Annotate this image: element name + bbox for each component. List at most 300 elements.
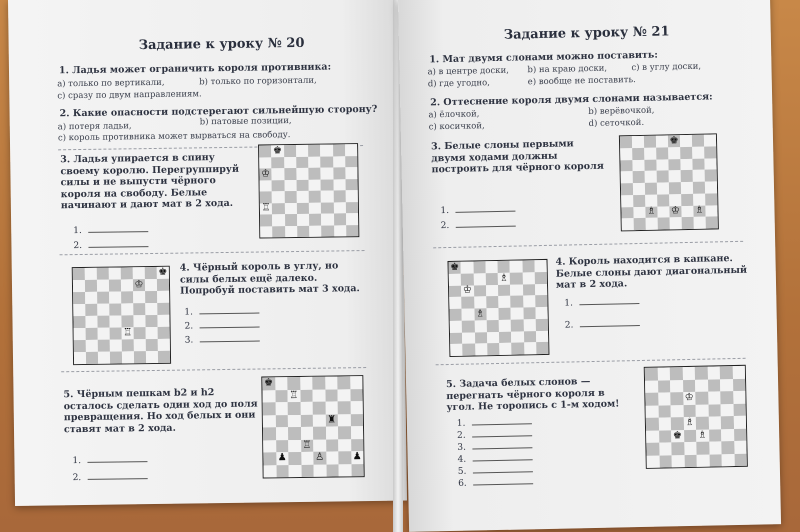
l-q4-answer-3: 3. bbox=[185, 333, 260, 346]
board-square-a2 bbox=[74, 340, 86, 352]
board-square-d3 bbox=[110, 327, 122, 339]
board-square-f5 bbox=[133, 303, 145, 315]
board-square-d4 bbox=[300, 427, 313, 440]
board-square-b6 bbox=[632, 159, 644, 171]
board-square-g6 bbox=[338, 401, 351, 414]
chess-piece-pawn-black: ♟ bbox=[277, 452, 287, 464]
board-square-a4 bbox=[621, 183, 633, 195]
board-square-c8 bbox=[670, 367, 683, 380]
board-square-g2 bbox=[523, 331, 535, 343]
board-square-f7 bbox=[325, 389, 338, 402]
board-square-b4 bbox=[275, 427, 288, 440]
board-square-a6 bbox=[263, 402, 276, 415]
board-square-b1 bbox=[276, 465, 289, 478]
board-square-e5 bbox=[309, 179, 321, 191]
board-square-d8 bbox=[656, 135, 668, 147]
board-square-d5 bbox=[683, 404, 696, 417]
board-square-a4 bbox=[449, 309, 461, 321]
board-square-g8 bbox=[145, 267, 157, 279]
board-square-a8 bbox=[73, 268, 85, 280]
board-square-a4 bbox=[260, 191, 272, 203]
board-square-g5 bbox=[145, 303, 157, 315]
board-square-b4 bbox=[462, 308, 474, 320]
board-square-e8 bbox=[668, 135, 680, 147]
chess-piece-rook-white: ♖ bbox=[302, 439, 312, 451]
board-square-a3 bbox=[263, 440, 276, 453]
l-q3-text: 3. Ладья упирается в спину своему королю. Перегруппируй силы и не выпусти чёрного короля на свободу. Белые начинают и дают мат в 2 хода. bbox=[60, 152, 240, 212]
board-square-e7 bbox=[498, 272, 510, 284]
board-square-a5 bbox=[263, 415, 276, 428]
board-square-f4 bbox=[321, 190, 333, 202]
board-square-h4 bbox=[733, 416, 746, 429]
board-square-f2 bbox=[326, 451, 339, 464]
board-square-f6 bbox=[708, 391, 721, 404]
board-square-f8 bbox=[510, 260, 522, 272]
l-q1-opt-a: а) только по вертикали, bbox=[57, 77, 165, 90]
board-square-d7 bbox=[109, 279, 121, 291]
board-square-b2 bbox=[86, 340, 98, 352]
board-square-h3 bbox=[705, 193, 717, 205]
board-square-a8 bbox=[259, 145, 271, 157]
board-square-b5 bbox=[275, 415, 288, 428]
board-square-h8 bbox=[345, 144, 357, 156]
r-q1-opt-b: b) на краю доски, bbox=[527, 63, 608, 76]
board-square-h3 bbox=[535, 319, 547, 331]
board-square-c2 bbox=[98, 340, 110, 352]
l-q5-text: 5. Чёрным пешкам b2 и h2 осталось сделать один ход до поля превращения. Но ход белых и они ставят мат в 2 хода. bbox=[63, 387, 258, 435]
board-square-f1 bbox=[682, 217, 694, 229]
board-square-e7 bbox=[308, 156, 320, 168]
board-square-c3 bbox=[671, 430, 684, 443]
chess-piece-rook-white: ♖ bbox=[289, 389, 299, 401]
board-square-g1 bbox=[722, 454, 735, 467]
board-square-d2 bbox=[487, 331, 499, 343]
board-square-g1 bbox=[524, 342, 536, 354]
board-square-h6 bbox=[704, 158, 716, 170]
l-q4-answer-2: 2. bbox=[184, 319, 259, 332]
board-square-b4 bbox=[633, 183, 645, 195]
board-square-d8 bbox=[485, 261, 497, 273]
board-square-b8 bbox=[657, 367, 670, 380]
board-square-e7 bbox=[312, 389, 325, 402]
board-square-b2 bbox=[659, 442, 672, 455]
board-square-g4 bbox=[523, 307, 535, 319]
board-square-b8 bbox=[271, 145, 283, 157]
board-square-a5 bbox=[449, 297, 461, 309]
board-square-c6 bbox=[97, 292, 109, 304]
board-square-d8 bbox=[109, 267, 121, 279]
board-square-b6 bbox=[658, 392, 671, 405]
r-q1-text: 1. Мат двумя слонами можно поставить: bbox=[429, 49, 658, 66]
board-square-g5 bbox=[693, 170, 705, 182]
board-square-c7 bbox=[284, 156, 296, 168]
chess-piece-pawn-black: ♟ bbox=[352, 451, 362, 463]
board-square-b4 bbox=[658, 417, 671, 430]
board-square-h2 bbox=[536, 330, 548, 342]
board-square-b5 bbox=[85, 304, 97, 316]
board-square-h1 bbox=[346, 225, 358, 237]
board-square-h6 bbox=[733, 391, 746, 404]
board-square-c5 bbox=[288, 414, 301, 427]
board-square-f7 bbox=[320, 156, 332, 168]
board-square-e5 bbox=[498, 296, 510, 308]
l-q2-text: 2. Какие опасности подстерегают сильнейшую сторону? bbox=[59, 103, 378, 120]
chess-piece-king-black: ♚ bbox=[272, 144, 283, 157]
board-square-e1 bbox=[499, 343, 511, 355]
board-square-b1 bbox=[462, 344, 474, 356]
board-square-d5 bbox=[296, 179, 308, 191]
board-square-f1 bbox=[321, 225, 333, 237]
board-square-g1 bbox=[339, 464, 352, 477]
board-square-d2 bbox=[657, 206, 669, 218]
board-square-d3 bbox=[301, 439, 314, 452]
board-square-c6 bbox=[288, 402, 301, 415]
board-square-h1 bbox=[351, 464, 364, 477]
board-square-h3 bbox=[346, 202, 358, 214]
board-square-b6 bbox=[275, 402, 288, 415]
board-square-b2 bbox=[462, 332, 474, 344]
board-square-h8 bbox=[704, 134, 716, 146]
chessboard-r-task5 bbox=[644, 365, 748, 469]
board-square-e6 bbox=[313, 402, 326, 415]
board-square-c4 bbox=[284, 191, 296, 203]
board-square-c1 bbox=[285, 225, 297, 237]
board-square-d3 bbox=[486, 320, 498, 332]
chess-piece-bishop-white: ♗ bbox=[475, 308, 485, 320]
board-square-g8 bbox=[522, 260, 534, 272]
board-square-b5 bbox=[658, 405, 671, 418]
board-square-a1 bbox=[450, 344, 462, 356]
board-square-c3 bbox=[284, 202, 296, 214]
board-square-e6 bbox=[668, 159, 680, 171]
board-square-h2 bbox=[346, 213, 358, 225]
r-q2-opt-d: d) сеточкой. bbox=[588, 117, 645, 130]
r-q5-answer-3: 3. bbox=[457, 439, 532, 453]
board-square-a4 bbox=[73, 316, 85, 328]
separator bbox=[433, 241, 743, 248]
board-square-b7 bbox=[85, 280, 97, 292]
board-square-a1 bbox=[260, 226, 272, 238]
board-square-d3 bbox=[297, 202, 309, 214]
board-square-e6 bbox=[695, 392, 708, 405]
board-square-d2 bbox=[684, 442, 697, 455]
board-square-g3 bbox=[693, 193, 705, 205]
board-square-h4 bbox=[705, 181, 717, 193]
chess-piece-bishop-white: ♗ bbox=[697, 429, 708, 441]
board-square-d7 bbox=[296, 156, 308, 168]
board-square-h7 bbox=[534, 272, 546, 284]
board-square-e4 bbox=[121, 315, 133, 327]
chess-piece-king-black: ♚ bbox=[158, 266, 168, 278]
board-square-b8 bbox=[85, 268, 97, 280]
board-square-b6 bbox=[85, 292, 97, 304]
board-square-e3 bbox=[313, 439, 326, 452]
board-square-b4 bbox=[85, 316, 97, 328]
r-q2-opt-a: а) ёлочкой, bbox=[428, 109, 480, 121]
separator bbox=[61, 367, 366, 372]
board-square-e2 bbox=[696, 442, 709, 455]
board-square-b7 bbox=[658, 380, 671, 393]
board-square-d8 bbox=[296, 145, 308, 157]
board-square-h6 bbox=[157, 291, 169, 303]
board-square-h5 bbox=[350, 414, 363, 427]
board-square-b3 bbox=[86, 328, 98, 340]
chess-piece-bishop-white: ♗ bbox=[499, 272, 509, 284]
board-square-e3 bbox=[122, 327, 134, 339]
board-square-g5 bbox=[333, 179, 345, 191]
board-square-e2 bbox=[122, 339, 134, 351]
board-square-b2 bbox=[633, 206, 645, 218]
r-q1-opt-d: d) где угодно, bbox=[427, 78, 491, 90]
board-square-d2 bbox=[110, 339, 122, 351]
board-square-g7 bbox=[720, 379, 733, 392]
board-square-h4 bbox=[350, 426, 363, 439]
board-square-e3 bbox=[696, 429, 709, 442]
board-square-e8 bbox=[695, 367, 708, 380]
board-square-h4 bbox=[157, 315, 169, 327]
l-q1-text: 1. Ладья может ограничить короля противника: bbox=[58, 61, 332, 77]
separator bbox=[436, 358, 746, 365]
board-square-g1 bbox=[694, 217, 706, 229]
board-square-a8 bbox=[448, 262, 460, 274]
board-square-h8 bbox=[534, 260, 546, 272]
board-square-d5 bbox=[657, 171, 669, 183]
board-square-f4 bbox=[325, 426, 338, 439]
board-square-g8 bbox=[720, 366, 733, 379]
l-q2-opt-a: а) потеря ладьи, bbox=[57, 121, 132, 133]
board-square-d3 bbox=[657, 194, 669, 206]
r-q2-opt-b: b) верёвочкой, bbox=[588, 105, 655, 118]
board-square-g8 bbox=[333, 144, 345, 156]
board-square-f6 bbox=[680, 158, 692, 170]
board-square-c2 bbox=[645, 206, 657, 218]
board-square-c3 bbox=[645, 194, 657, 206]
r-q5-answer-2: 2. bbox=[457, 427, 532, 441]
board-square-e3 bbox=[309, 202, 321, 214]
board-square-b7 bbox=[461, 273, 473, 285]
board-square-a3 bbox=[450, 320, 462, 332]
board-square-a8 bbox=[262, 377, 275, 390]
board-square-f5 bbox=[325, 414, 338, 427]
chess-piece-rook-white: ♖ bbox=[123, 327, 133, 339]
board-square-e8 bbox=[308, 145, 320, 157]
board-square-a3 bbox=[621, 195, 633, 207]
board-square-g6 bbox=[720, 391, 733, 404]
board-square-g7 bbox=[692, 146, 704, 158]
board-square-f6 bbox=[510, 284, 522, 296]
board-square-h2 bbox=[705, 205, 717, 217]
chess-piece-king-black: ♚ bbox=[450, 261, 460, 273]
r-q3-answer-2: 2. bbox=[441, 218, 516, 232]
chess-piece-king-white: ♔ bbox=[462, 284, 473, 297]
board-square-e8 bbox=[497, 261, 509, 273]
board-square-c2 bbox=[474, 332, 486, 344]
board-square-f8 bbox=[320, 144, 332, 156]
board-square-d2 bbox=[301, 452, 314, 465]
board-square-d5 bbox=[109, 303, 121, 315]
board-square-e4 bbox=[498, 308, 510, 320]
board-square-h5 bbox=[345, 179, 357, 191]
board-square-c2 bbox=[671, 442, 684, 455]
board-square-g4 bbox=[338, 426, 351, 439]
board-square-g3 bbox=[333, 202, 345, 214]
board-square-f4 bbox=[133, 315, 145, 327]
board-square-f8 bbox=[680, 135, 692, 147]
left-page bbox=[8, 0, 407, 506]
r-q3-text: 3. Белые слоны первыми двумя ходами должны построить для чёрного короля bbox=[430, 138, 604, 176]
board-square-f7 bbox=[510, 272, 522, 284]
r-q1-opt-c: с) в углу доски, bbox=[631, 61, 702, 74]
board-square-a5 bbox=[621, 171, 633, 183]
r-q5-answer-1: 1. bbox=[457, 415, 532, 429]
board-square-f8 bbox=[325, 376, 338, 389]
board-square-c6 bbox=[473, 285, 485, 297]
board-square-g5 bbox=[338, 414, 351, 427]
board-square-b1 bbox=[634, 218, 646, 230]
chessboard-l-task4 bbox=[72, 266, 171, 365]
board-square-f5 bbox=[510, 296, 522, 308]
l-q4-answer-1: 1. bbox=[184, 305, 259, 318]
board-square-d6 bbox=[656, 159, 668, 171]
r-q5-answer-5: 5. bbox=[458, 463, 533, 477]
board-square-c1 bbox=[672, 455, 685, 468]
board-square-e1 bbox=[697, 454, 710, 467]
board-square-a4 bbox=[263, 427, 276, 440]
board-square-f7 bbox=[133, 279, 145, 291]
board-square-f4 bbox=[511, 307, 523, 319]
l-q2-opt-c: с) король противника может вырваться на свободу. bbox=[57, 130, 291, 144]
board-square-f6 bbox=[133, 291, 145, 303]
chessboard-r-task4 bbox=[447, 259, 549, 357]
board-square-h2 bbox=[351, 451, 364, 464]
board-square-b3 bbox=[462, 320, 474, 332]
right-page-title: Задание к уроку № 21 bbox=[503, 24, 670, 43]
board-square-f3 bbox=[321, 202, 333, 214]
board-square-c8 bbox=[97, 268, 109, 280]
board-square-f3 bbox=[511, 319, 523, 331]
board-square-c8 bbox=[473, 261, 485, 273]
board-square-b4 bbox=[272, 191, 284, 203]
board-square-g7 bbox=[333, 156, 345, 168]
board-square-c7 bbox=[473, 273, 485, 285]
board-square-c5 bbox=[645, 171, 657, 183]
board-square-h7 bbox=[733, 378, 746, 391]
board-square-e8 bbox=[121, 267, 133, 279]
board-square-c7 bbox=[287, 389, 300, 402]
l-q3-answer-1: 1. bbox=[73, 223, 148, 236]
chess-piece-bishop-white: ♗ bbox=[685, 417, 695, 429]
board-square-h7 bbox=[157, 279, 169, 291]
board-square-f8 bbox=[133, 267, 145, 279]
board-square-b2 bbox=[272, 214, 284, 226]
board-square-c4 bbox=[645, 183, 657, 195]
board-square-d1 bbox=[487, 343, 499, 355]
board-square-d8 bbox=[682, 367, 695, 380]
board-square-g2 bbox=[146, 339, 158, 351]
board-square-c8 bbox=[287, 377, 300, 390]
r-q1-opt-e: е) вообще не поставить. bbox=[527, 75, 636, 88]
board-square-g4 bbox=[721, 416, 734, 429]
board-square-e7 bbox=[695, 379, 708, 392]
board-square-f5 bbox=[321, 179, 333, 191]
board-square-b3 bbox=[633, 195, 645, 207]
chess-piece-bishop-white: ♗ bbox=[694, 205, 705, 217]
board-square-e5 bbox=[669, 170, 681, 182]
board-square-c2 bbox=[285, 214, 297, 226]
board-square-f2 bbox=[511, 331, 523, 343]
board-square-c4 bbox=[474, 308, 486, 320]
board-square-d5 bbox=[300, 414, 313, 427]
board-square-c4 bbox=[288, 427, 301, 440]
board-square-a4 bbox=[646, 418, 659, 431]
board-square-e7 bbox=[668, 147, 680, 159]
board-square-h8 bbox=[157, 267, 169, 279]
chessboard-l-task3 bbox=[258, 143, 359, 238]
board-square-d5 bbox=[486, 296, 498, 308]
board-square-g1 bbox=[334, 225, 346, 237]
board-square-d4 bbox=[683, 417, 696, 430]
board-square-a3 bbox=[260, 203, 272, 215]
board-square-e1 bbox=[314, 464, 327, 477]
board-square-a7 bbox=[620, 148, 632, 160]
board-square-b3 bbox=[272, 203, 284, 215]
board-square-g7 bbox=[522, 272, 534, 284]
board-square-b7 bbox=[271, 157, 283, 169]
board-square-g2 bbox=[334, 213, 346, 225]
board-square-d6 bbox=[109, 291, 121, 303]
board-square-f4 bbox=[681, 182, 693, 194]
board-square-g2 bbox=[721, 441, 734, 454]
l-q4-text: 4. Чёрный король в углу, но силы белых ещё далеко. Попробуй поставить мат 3 хода. bbox=[179, 260, 360, 297]
board-square-a8 bbox=[645, 368, 658, 381]
board-square-f2 bbox=[134, 339, 146, 351]
board-square-d7 bbox=[656, 147, 668, 159]
board-square-b8 bbox=[275, 377, 288, 390]
board-square-h7 bbox=[350, 389, 363, 402]
chess-piece-king-white: ♔ bbox=[670, 205, 681, 217]
board-square-h2 bbox=[734, 441, 747, 454]
board-square-d8 bbox=[300, 377, 313, 390]
board-square-c5 bbox=[97, 304, 109, 316]
l-q5-answer-1: 1. bbox=[72, 453, 147, 466]
board-square-d4 bbox=[486, 308, 498, 320]
board-square-c6 bbox=[284, 168, 296, 180]
chess-piece-king-black: ♚ bbox=[672, 429, 683, 442]
board-square-d1 bbox=[684, 454, 697, 467]
board-square-f6 bbox=[321, 167, 333, 179]
r-q5-text: 5. Задача белых слонов — перегнать чёрного короля в угол. Не торопись с 1-м ходом! bbox=[445, 376, 620, 414]
board-square-f2 bbox=[709, 441, 722, 454]
board-square-a1 bbox=[622, 218, 634, 230]
board-square-a3 bbox=[646, 430, 659, 443]
board-square-a6 bbox=[620, 160, 632, 172]
board-square-b7 bbox=[632, 148, 644, 160]
board-square-e3 bbox=[499, 319, 511, 331]
board-square-a2 bbox=[260, 214, 272, 226]
board-square-f5 bbox=[681, 170, 693, 182]
board-square-d7 bbox=[485, 273, 497, 285]
board-square-h5 bbox=[705, 170, 717, 182]
board-square-c5 bbox=[284, 179, 296, 191]
board-square-h6 bbox=[535, 283, 547, 295]
board-square-c1 bbox=[646, 218, 658, 230]
board-square-e3 bbox=[669, 194, 681, 206]
board-square-g2 bbox=[338, 451, 351, 464]
board-square-e4 bbox=[696, 417, 709, 430]
chess-piece-king-white: ♔ bbox=[684, 392, 694, 404]
board-square-g8 bbox=[337, 376, 350, 389]
board-square-g1 bbox=[146, 351, 158, 363]
